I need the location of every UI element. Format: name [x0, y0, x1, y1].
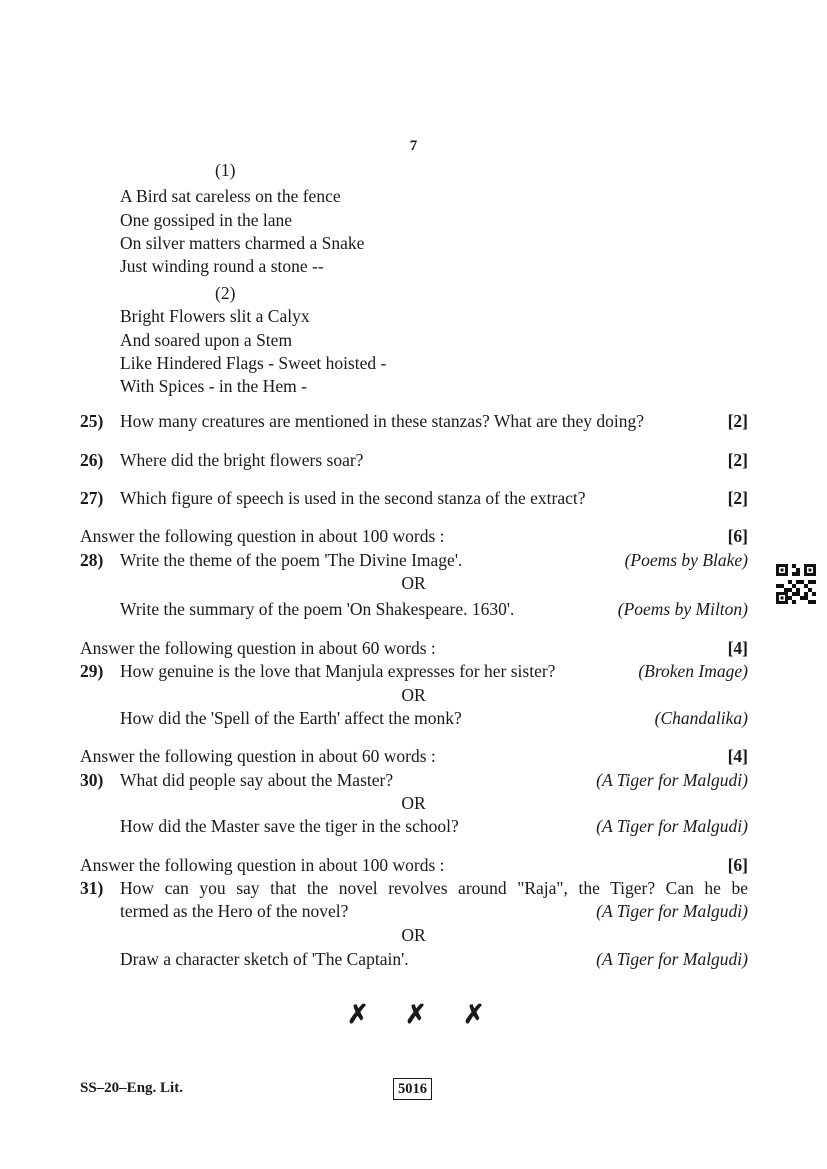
section-instruction: Answer the following question in about 100 words : — [80, 526, 445, 546]
question-source: (A Tiger for Malgudi) — [596, 901, 748, 921]
section-instruction: Answer the following question in about 60 words : — [80, 638, 436, 658]
section-marks: [4] — [727, 746, 748, 766]
question-alt-source: (Poems by Milton) — [617, 599, 748, 619]
poem-line: One gossiped in the lane — [120, 210, 293, 230]
page-number: 7 — [409, 138, 418, 154]
question-number: 25) — [80, 411, 104, 431]
poem-line: Just winding round a stone -- — [120, 256, 324, 276]
question-number: 26) — [80, 450, 104, 470]
question-number: 30) — [80, 770, 104, 790]
poem-line: On silver matters charmed a Snake — [120, 233, 365, 253]
poem-line: Like Hindered Flags - Sweet hoisted - — [120, 353, 387, 373]
question-alt-source: (A Tiger for Malgudi) — [596, 949, 748, 969]
question-alt-text: Draw a character sketch of 'The Captain'. — [120, 949, 409, 969]
question-number: 31) — [80, 878, 104, 898]
end-mark-icon: ✗ — [347, 1000, 369, 1029]
question-alt-text: How did the 'Spell of the Earth' affect the monk? — [120, 708, 462, 728]
question-source: (Poems by Blake) — [624, 550, 748, 570]
question-source: (Broken Image) — [638, 661, 748, 681]
qr-code-icon — [776, 564, 816, 604]
question-alt-source: (A Tiger for Malgudi) — [596, 816, 748, 836]
section-marks: [6] — [727, 855, 748, 875]
question-number: 29) — [80, 661, 104, 681]
question-text: What did people say about the Master? — [120, 770, 394, 790]
or-divider: OR — [401, 573, 426, 593]
question-alt-text: Write the summary of the poem 'On Shakespeare. 1630'. — [120, 599, 515, 619]
question-text: Write the theme of the poem 'The Divine Image'. — [120, 550, 463, 570]
stanza-2-label: (2) — [215, 283, 236, 303]
paper-number: 5016 — [393, 1078, 432, 1100]
end-mark-icon: ✗ — [463, 1000, 485, 1029]
question-text: How genuine is the love that Manjula expresses for her sister? — [120, 661, 556, 681]
question-text: How many creatures are mentioned in these stanzas? What are they doing? — [120, 411, 644, 431]
section-marks: [4] — [727, 638, 748, 658]
question-text: Where did the bright flowers soar? — [120, 450, 364, 470]
or-divider: OR — [401, 793, 426, 813]
end-mark-icon: ✗ — [405, 1000, 427, 1029]
poem-line: Bright Flowers slit a Calyx — [120, 306, 310, 326]
question-alt-source: (Chandalika) — [654, 708, 748, 728]
paper-code: SS–20–Eng. Lit. — [80, 1080, 183, 1096]
poem-line: A Bird sat careless on the fence — [120, 186, 341, 206]
question-source: (A Tiger for Malgudi) — [596, 770, 748, 790]
section-instruction: Answer the following question in about 100 words : — [80, 855, 445, 875]
or-divider: OR — [401, 685, 426, 705]
question-marks: [2] — [727, 411, 748, 431]
poem-line: With Spices - in the Hem - — [120, 376, 307, 396]
question-marks: [2] — [727, 488, 748, 508]
question-marks: [2] — [727, 450, 748, 470]
section-instruction: Answer the following question in about 60 words : — [80, 746, 436, 766]
question-text: How can you say that the novel revolves around "Raja", the Tiger? Can he be — [120, 878, 748, 898]
section-marks: [6] — [727, 526, 748, 546]
question-text: Which figure of speech is used in the second stanza of the extract? — [120, 488, 586, 508]
question-text: termed as the Hero of the novel? — [120, 901, 349, 921]
question-number: 28) — [80, 550, 104, 570]
or-divider: OR — [401, 925, 426, 945]
question-number: 27) — [80, 488, 104, 508]
stanza-1-label: (1) — [215, 160, 236, 180]
poem-line: And soared upon a Stem — [120, 330, 293, 350]
question-alt-text: How did the Master save the tiger in the school? — [120, 816, 459, 836]
